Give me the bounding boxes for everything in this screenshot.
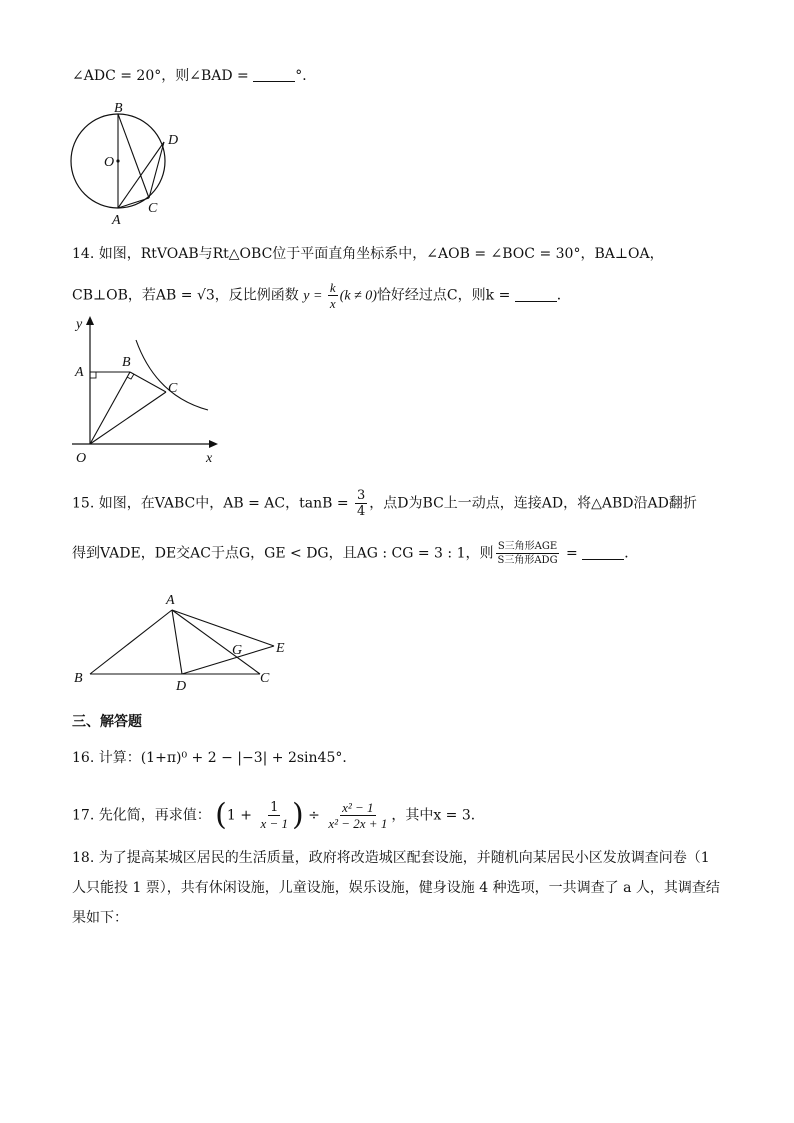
q18-line3: 果如下： <box>72 910 128 926</box>
q15-line2 <box>72 540 638 567</box>
q14-line1 <box>72 244 664 264</box>
q14-segment-OB <box>90 372 130 444</box>
q17-frac-b-num: x² − 1 <box>342 800 374 815</box>
q17-left-paren: ( <box>215 797 227 833</box>
q16-number: 16. <box>72 750 95 766</box>
q15-label-E: E <box>276 641 285 656</box>
q14-number: 14. <box>72 246 95 262</box>
q15-answer-blank[interactable] <box>582 545 624 560</box>
q18-line1-text: 为了提高某城区居民的生活质量，政府将改造城区配套设施，并随机向某居民小区发放调查问卷（1 <box>98 850 710 866</box>
q14-line2 <box>72 280 571 311</box>
q18-line1 <box>72 848 710 868</box>
q15-line1-pre: 如图，在VABC中，AB = AC，tanB = <box>98 495 354 512</box>
q13-label-D: D <box>168 133 179 148</box>
q15-ratio-den: S三角形ADG <box>497 555 558 566</box>
q14-label-y: y <box>76 317 83 332</box>
q14-func-den: x <box>329 296 336 311</box>
q15-end: ． <box>624 545 639 562</box>
q16-text: 计算：(1+π)⁰ + 2 − |−3| + 2sin45°． <box>98 750 357 766</box>
q15-label-D: D <box>176 679 187 694</box>
q14-hyperbola <box>136 340 208 410</box>
q14-figure <box>66 312 226 468</box>
q17-tail: ，其中x = 3． <box>391 807 485 824</box>
q15-segment-AC <box>172 610 260 674</box>
q13-line-post: °． <box>295 68 317 84</box>
q14-x-axis-arrow <box>209 440 218 448</box>
q13-segment-AC <box>118 198 149 208</box>
q15-tan-fraction <box>355 488 367 519</box>
q13-segment-DC <box>149 142 164 198</box>
q13-label-A: A <box>112 213 121 228</box>
q13-segment-AD <box>118 142 164 208</box>
q13-center-dot <box>116 159 119 162</box>
q14-func-cond: (k ≠ 0) <box>339 288 377 304</box>
q13-answer-blank[interactable] <box>253 67 295 82</box>
q14-line1-text: 如图，RtVOAB与Rt△OBC位于平面直角坐标系中，∠AOB = ∠BOC = 30°，BA⊥OA， <box>98 246 664 262</box>
q17-frac-a <box>258 800 290 831</box>
q17-lead: 先化简，再求值： <box>98 807 211 824</box>
section-title: 三、解答题 <box>72 714 142 730</box>
q17-number: 17. <box>72 807 95 824</box>
q15-segment-AB <box>90 610 172 674</box>
q14-label-x: x <box>206 451 213 466</box>
q15-label-B: B <box>74 671 83 686</box>
q17-line: 17. 先化简，再求值： (1 + $\frac{1}{x - 1}$ ) ÷ $\frac{\text{x² − 1}}{\text{x² − 2x + 1}}$ ，其中x = 3． <box>72 797 485 833</box>
q14-y-axis-arrow <box>86 316 94 325</box>
q15-line1-post: ，点D为BC上一动点，连接AD，将△ABD沿AD翻折 <box>369 495 697 512</box>
q15-segment-AD <box>172 610 182 674</box>
q14-func-fraction <box>328 280 338 311</box>
q14-line2-pre: CB⊥OB，若AB = √3，反比例函数 <box>72 287 299 304</box>
q13-label-O: O <box>104 155 115 170</box>
q15-label-C: C <box>260 671 270 686</box>
q13-line <box>72 66 316 86</box>
q14-end: ． <box>556 287 571 304</box>
q15-tan-den: 4 <box>357 504 366 519</box>
q15-line2-post: = <box>561 545 583 562</box>
q15-line1 <box>72 488 697 519</box>
q17-frac-a-den: x − 1 <box>260 816 288 831</box>
q17-frac-a-num: 1 <box>270 800 279 815</box>
q15-line2-pre: 得到VADE，DE交AC于点G，GE < DG，且AG : CG = 3 : 1，则 <box>72 545 494 562</box>
q14-label-O: O <box>76 451 87 466</box>
q14-func-num: k <box>329 280 336 295</box>
q14-segment-OC <box>90 392 166 444</box>
q14-answer-blank[interactable] <box>515 287 557 302</box>
q13-figure <box>66 100 206 232</box>
q15-label-A: A <box>166 593 175 608</box>
q15-label-G: G <box>232 643 243 658</box>
q17-frac-b <box>326 800 389 831</box>
q13-label-C: C <box>148 201 158 216</box>
q14-label-B: B <box>122 355 131 370</box>
q18-number: 18. <box>72 850 95 866</box>
q14-label-C: C <box>168 381 178 396</box>
q15-figure <box>70 590 300 696</box>
q15-ratio-num: S三角形AGE <box>497 541 558 552</box>
q15-tan-num: 3 <box>357 488 366 503</box>
q14-right-angle-A <box>90 372 96 378</box>
q13-line-pre: ∠ADC = 20°，则∠BAD = <box>72 68 254 84</box>
q14-line2-post: 恰好经过点C，则k = <box>376 287 515 304</box>
q15-ratio-fraction <box>495 540 559 567</box>
q15-number: 15. <box>72 495 95 512</box>
q14-func-y: y = <box>303 288 326 304</box>
q13-label-B: B <box>114 101 123 116</box>
q15-segment-AE <box>172 610 274 646</box>
q16-line <box>72 748 356 768</box>
q17-right-paren: ) <box>291 797 304 833</box>
q14-label-A: A <box>75 365 84 380</box>
q18-line2: 人只能投 1 票），共有休闲设施，儿童设施，娱乐设施，健身设施 4 种选项，一共调查了 a 人，其调查结 <box>72 880 720 896</box>
q17-frac-b-den: x² − 2x + 1 <box>328 816 388 831</box>
